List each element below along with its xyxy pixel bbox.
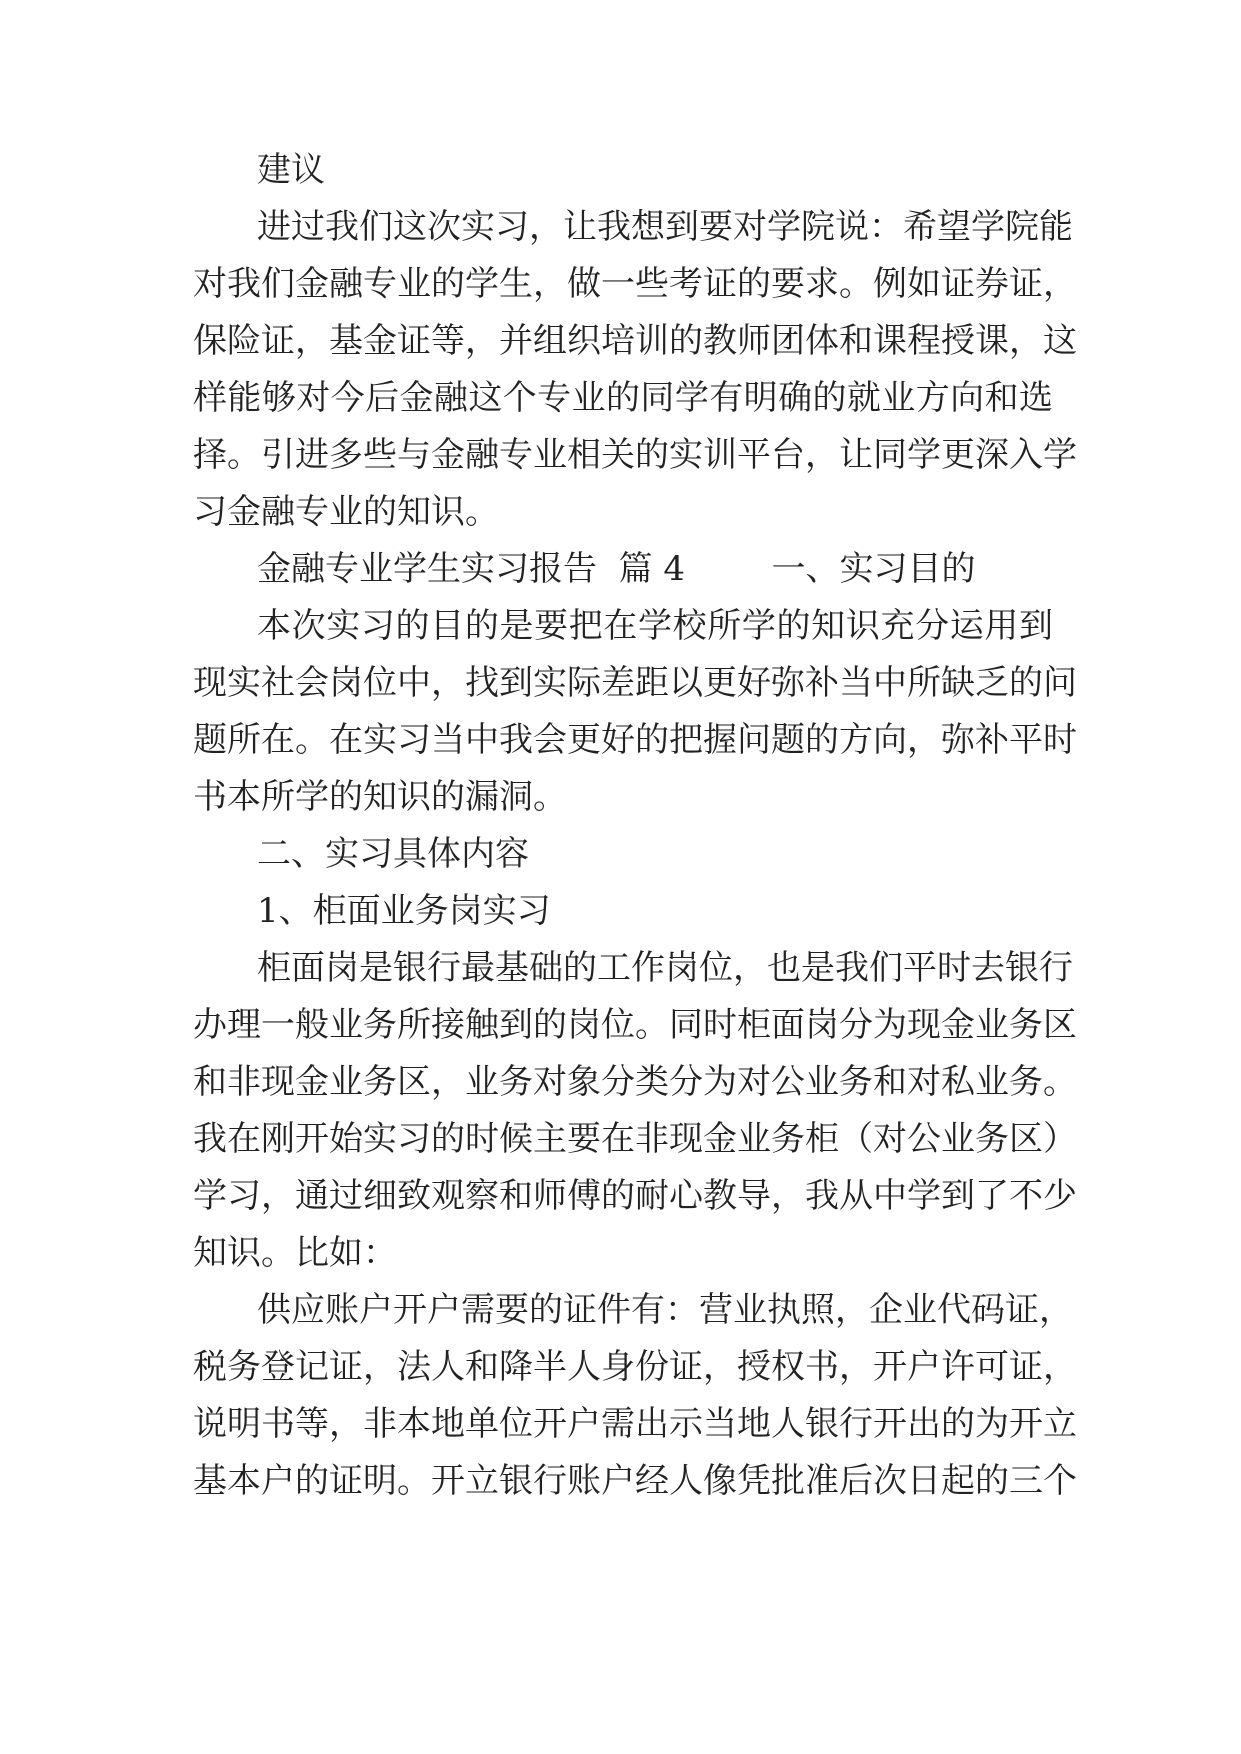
- paragraph-line: 择。引进多些与金融专业相关的实训平台，让同学更深入学: [193, 435, 1077, 475]
- paragraph-line: 样能够对今后金融这个专业的同学有明确的就业方向和选: [193, 378, 1053, 418]
- paragraph-line: 柜面岗是银行最基础的工作岗位，也是我们平时去银行: [257, 948, 1073, 988]
- paragraph-line: 税务登记证，法人和降半人身份证，授权书，开户许可证，: [193, 1347, 1077, 1387]
- paragraph-line: 现实社会岗位中，找到实际差距以更好弥补当中所缺乏的问: [193, 663, 1077, 703]
- section-title-report-4: 金融专业学生实习报告 篇 4 一、实习目的: [257, 549, 976, 589]
- subsection-heading: 1、柜面业务岗实习: [257, 891, 551, 931]
- paragraph-line: 对我们金融专业的学生，做一些考证的要求。例如证券证，: [193, 264, 1077, 304]
- paragraph-line: 知识。比如：: [193, 1233, 397, 1273]
- section-heading: 二、实习具体内容: [257, 834, 529, 874]
- paragraph-line: 和非现金业务区，业务对象分类分为对公业务和对私业务。: [193, 1062, 1077, 1102]
- paragraph-line: 我在刚开始实习的时候主要在非现金业务柜（对公业务区）: [193, 1119, 1077, 1159]
- paragraph-line: 办理一般业务所接触到的岗位。同时柜面岗分为现金业务区: [193, 1005, 1077, 1045]
- paragraph-line: 进过我们这次实习，让我想到要对学院说：希望学院能: [257, 207, 1073, 247]
- paragraph-line: 书本所学的知识的漏洞。: [193, 777, 567, 817]
- paragraph-line: 学习，通过细致观察和师傅的耐心教导，我从中学到了不少: [193, 1176, 1077, 1216]
- heading-suggestion: 建议: [257, 150, 325, 190]
- paragraph-line: 习金融专业的知识。: [193, 492, 499, 532]
- paragraph-line: 供应账户开户需要的证件有：营业执照，企业代码证，: [257, 1290, 1073, 1330]
- paragraph-line: 本次实习的目的是要把在学校所学的知识充分运用到: [257, 606, 1053, 646]
- paragraph-line: 题所在。在实习当中我会更好的把握问题的方向，弥补平时: [193, 720, 1077, 760]
- paragraph-line: 基本户的证明。开立银行账户经人像凭批准后次日起的三个: [193, 1461, 1077, 1501]
- paragraph-line: 保险证，基金证等，并组织培训的教师团体和课程授课，这: [193, 321, 1077, 361]
- paragraph-line: 说明书等，非本地单位开户需出示当地人银行开出的为开立: [193, 1404, 1077, 1444]
